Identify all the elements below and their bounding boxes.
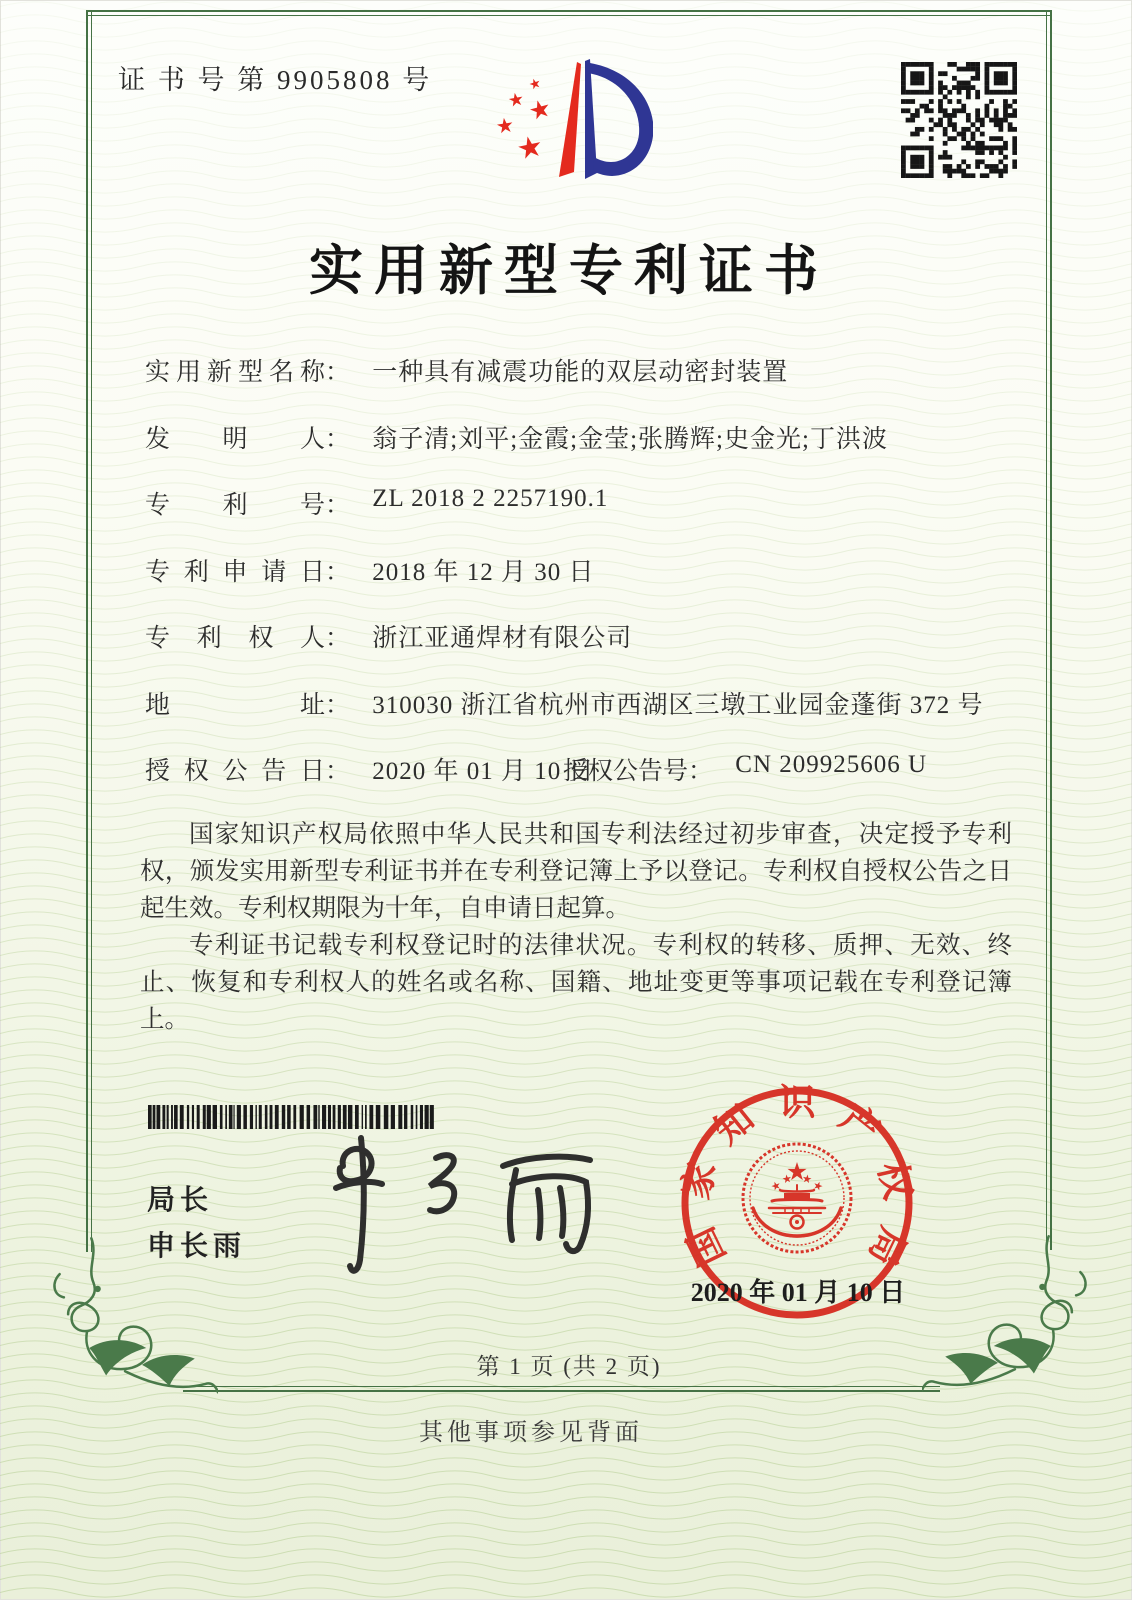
certificate-number: 证 书 号 第 9905808 号	[118, 65, 433, 95]
field-value-patentee: 浙江亚通焊材有限公司	[372, 625, 633, 652]
field-colon: ：	[325, 492, 351, 519]
field-row-address	[145, 685, 1025, 752]
field-label: 地址	[145, 691, 325, 719]
frame-left-border	[86, 10, 92, 1252]
frame-right-border	[1046, 10, 1052, 1250]
field-row-patent-number	[145, 485, 1025, 552]
svg-text:国家知识产权局	[675, 1082, 919, 1272]
qr-code	[901, 62, 1017, 178]
field-value-filing-date: 2018 年 12 月 30 日	[372, 558, 595, 586]
cnipa-logo-icon	[483, 54, 653, 192]
certificate-fields	[145, 352, 1025, 818]
field-row-grant	[145, 751, 1025, 818]
field-value-patent-name: 一种具有减震功能的双层动密封装置	[372, 359, 789, 386]
seal-date: 2020 年 01 月 10 日	[690, 1278, 906, 1307]
field-row-patentee	[145, 618, 1025, 685]
field-colon: ：	[688, 758, 714, 785]
shen-changyu-signature	[298, 1128, 608, 1278]
field-value-inventors: 翁子清;刘平;金霞;金莹;张腾辉;史金光;丁洪波	[372, 425, 888, 453]
legal-paragraph-2: 专利证书记载专利权登记时的法律状况。专利权的转移、质押、无效、终止、恢复和专利权人的姓名或名称、国籍、地址变更等事项记载在专利登记簿上。	[140, 932, 1012, 1033]
national-emblem	[743, 1144, 851, 1252]
field-colon: ：	[325, 425, 351, 453]
field-colon: ：	[325, 359, 351, 386]
field-value-grant-date: 2020 年 01 月 10 日	[372, 758, 595, 785]
field-label: 发明人	[145, 425, 325, 453]
grant-number-group	[563, 751, 927, 787]
field-label: 实用新型名称	[145, 359, 325, 386]
field-value-patent-number: ZL 2018 2 2257190.1	[372, 485, 609, 512]
field-row-inventors	[145, 419, 1025, 486]
legal-paragraph-1: 国家知识产权局依照中华人民共和国专利法经过初步审查，决定授予专利权，颁发实用新型专利证书并在专利登记簿上予以登记。专利权自授权公告之日起生效。专利权期限为十年，自申请日起算。	[140, 821, 1012, 922]
field-colon: ：	[325, 625, 351, 652]
field-colon: ：	[325, 758, 351, 785]
field-value-grant-number: CN 209925606 U	[735, 751, 928, 778]
barcode	[148, 1104, 438, 1131]
floral-corner-ornament-bottom-right	[922, 1234, 1112, 1419]
page-indicator: 第 1 页 (共 2 页)	[476, 1354, 662, 1379]
field-label: 专利号	[145, 492, 325, 519]
field-label: 授权公告号	[563, 758, 689, 785]
certificate-title: 实用新型专利证书	[309, 241, 829, 301]
officer-title: 局长	[147, 1184, 214, 1215]
field-label: 专利申请日	[145, 558, 325, 586]
field-colon: ：	[325, 691, 351, 719]
seal-ring-text: 国家知识产权局	[675, 1082, 919, 1272]
field-row-name	[145, 352, 1025, 419]
field-row-filing-date	[145, 552, 1025, 619]
field-value-address: 310030 浙江省杭州市西湖区三墩工业园金蓬街 372 号	[372, 691, 984, 719]
officer-name: 申长雨	[147, 1230, 247, 1261]
back-note: 其他事项参见背面	[419, 1420, 643, 1446]
frame-bottom-border	[183, 1386, 940, 1392]
field-label: 专利权人	[145, 625, 325, 652]
field-colon: ：	[325, 558, 351, 586]
field-label: 授权公告日	[145, 758, 325, 785]
frame-top-border	[86, 10, 1052, 16]
legal-text	[140, 816, 1012, 1038]
